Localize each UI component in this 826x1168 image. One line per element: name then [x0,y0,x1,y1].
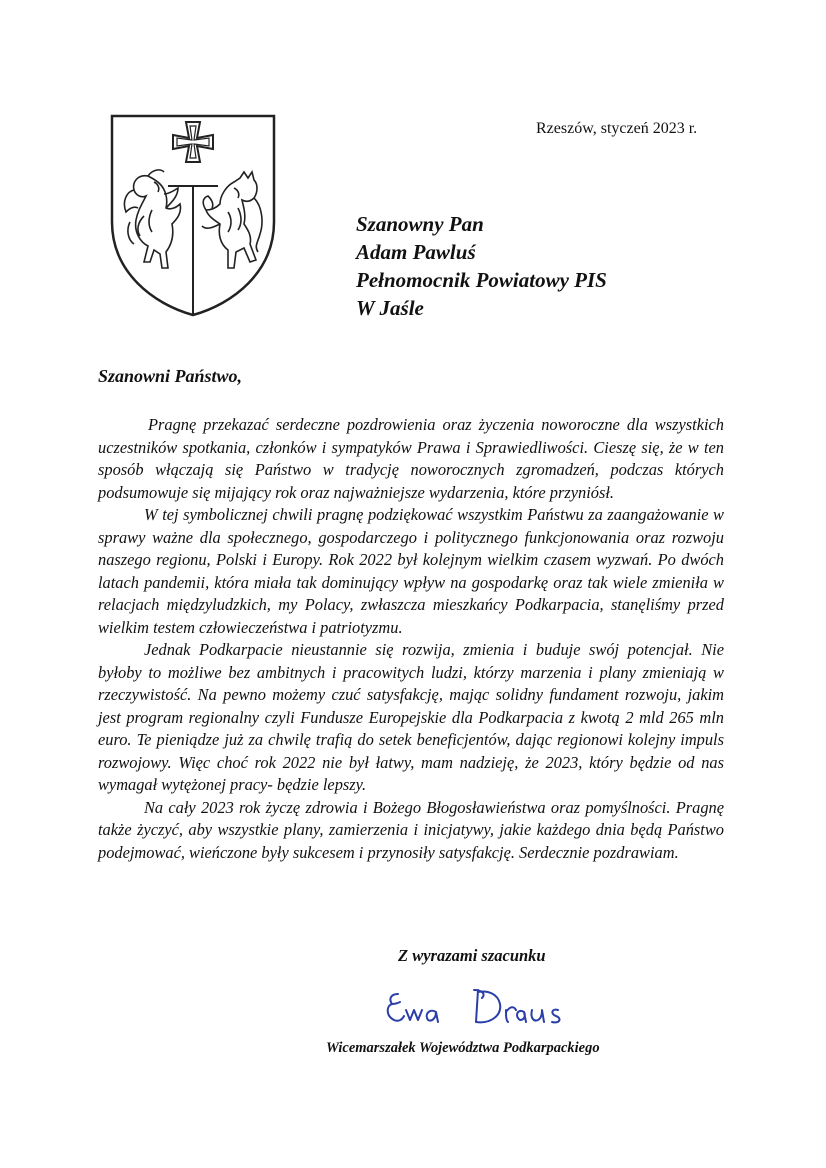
coat-of-arms-icon [108,112,278,318]
signatory-title: Wicemarszałek Województwa Podkarpackiego [326,1040,600,1056]
addressee-line-1: Szanowny Pan [356,212,484,236]
salutation: Szanowni Państwo, [98,366,243,386]
closing-phrase: Z wyrazami szacunku [398,946,546,965]
addressee-line-3: Pełnomocnik Powiatowy PIS [356,268,607,292]
addressee-line-2: Adam Pawluś [356,240,476,264]
letter-date: Rzeszów, styczeń 2023 r. [536,120,698,137]
coat-of-arms [108,112,278,318]
paragraph-1: Pragnę przekazać serdeczne pozdrowienia oraz życzenia noworoczne dla wszystkich uczestników spotkania, członków i sympatyków Prawa i Sprawiedliwości. Cieszę się, że w ten sposób włączają się Państwo w tradycję noworocznych zgromadzeń, podczas których podsumowuje się mijający rok oraz najważniejsze wydarzenia, które przyniósł. [98,415,724,502]
paragraph-4: Na cały 2023 rok życzę zdrowia i Bożego Błogosławieństwa oraz pomyślności. Pragnę także życzyć, aby wszystkie plany, zamierzenia i inicjatywy, jakie każdego dnia będą Państwo podejmować, wieńczone były sukcesem i przynosiły satysfakcję. Serdecznie pozdrawiam. [98,797,724,862]
signature [378,976,578,1036]
paragraph-3: Jednak Podkarpacie nieustannie się rozwija, zmienia i buduje swój potencjał. Nie byłoby to możliwe bez ambitnych i pracowitych ludzi, którzy marzenia i plany zmieniają w rzeczywistość. Na pewno możemy czuć satysfakcję, mając solidny fundament rozwoju, jakim jest program regionalny czyli Fundusze Europejskie dla Podkarpacia z kwotą 2 mld 265 mln euro. Te pieniądze już za chwilę trafią do setek beneficjentów, dając regionowi kolejny impuls rozwojowy. Więc choć rok 2022 nie był łatwy, mam nadzieję, że 2023, który będzie od nas wymagał wytężonej pracy- będzie lepszy. [98,640,724,794]
paragraph-2: W tej symbolicznej chwili pragnę podziękować wszystkim Państwu za zaangażowanie w sprawy ważne dla społecznego, gospodarczego i politycznego funkcjonowania oraz rozwoju naszego regionu, Polski i Europy. Rok 2022 był kolejnym wielkim czasem wyzwań. Po dwóch latach pandemii, która miała tak dominujący wpływ na gospodarkę oraz tak wiele zmieniła w relacjach międzyludzkich, my Polacy, zwłaszcza mieszkańcy Podkarpacia, stanęliśmy przed wielkim testem człowieczeństwa i patriotyzmu. [98,505,724,637]
addressee-line-4: W Jaśle [356,296,424,320]
handwritten-signature-icon [378,976,578,1036]
letter-body [98,414,724,864]
addressee-block [356,210,607,322]
